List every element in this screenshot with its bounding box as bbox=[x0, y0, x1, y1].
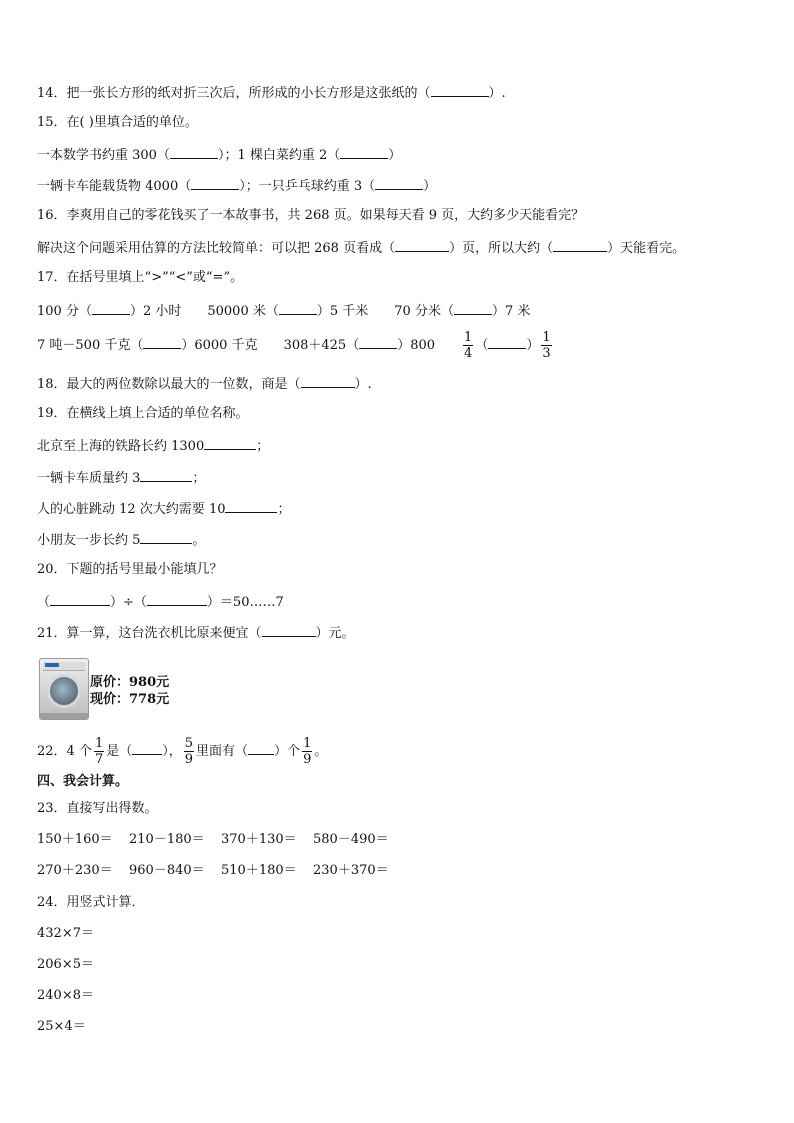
q17-item: ）800 bbox=[397, 338, 436, 353]
question-20-title: 20．下题的括号里最小能填几？ bbox=[37, 562, 223, 577]
q16-c: ）天能看完。 bbox=[607, 241, 686, 256]
fraction: $\frac{1}{7}$ bbox=[94, 736, 104, 767]
q17-paren-close: ） bbox=[526, 338, 540, 353]
calc-item: 230＋370＝ bbox=[313, 863, 389, 878]
q20-a: （ bbox=[37, 595, 51, 610]
question-21 bbox=[37, 622, 355, 644]
q17-item: 100 分（ bbox=[37, 304, 92, 319]
original-price: 原价：980元 bbox=[90, 675, 170, 690]
question-15-line2 bbox=[37, 175, 436, 197]
question-14 bbox=[37, 82, 506, 104]
vertical-calc-item: 240×8＝ bbox=[37, 988, 94, 1003]
q18-text: 18．最大的两位数除以最大的一位数，商是（ bbox=[37, 377, 301, 392]
answer-blank[interactable] bbox=[262, 622, 316, 637]
calc-item: 510＋180＝ bbox=[221, 863, 297, 878]
q20-c: ）＝50……7 bbox=[206, 595, 284, 610]
q17-item: 70 分米（ bbox=[394, 304, 454, 319]
question-23-row2 bbox=[37, 861, 405, 881]
q22-d: 里面有（ bbox=[196, 744, 249, 759]
answer-blank[interactable] bbox=[204, 435, 256, 450]
question-19-line4 bbox=[37, 529, 205, 551]
answer-blank[interactable] bbox=[340, 144, 388, 159]
question-15-title: 15．在( )里填合适的单位。 bbox=[37, 115, 198, 130]
answer-blank[interactable] bbox=[132, 740, 162, 755]
answer-blank[interactable] bbox=[191, 175, 239, 190]
question-16-title: 16．李爽用自己的零花钱买了一本故事书，共 268 页。如果每天看 9 页，大约多少天能看完？ bbox=[37, 208, 585, 223]
fraction: $\frac{5}{9}$ bbox=[184, 736, 194, 767]
q15-l1b: ）；1 棵白菜约重 2（ bbox=[217, 148, 341, 163]
q19-l2e: ； bbox=[192, 471, 206, 486]
fraction: $\frac{1}{9}$ bbox=[303, 736, 312, 767]
answer-blank[interactable] bbox=[301, 373, 355, 388]
q19-l4: 小朋友一步长约 5 bbox=[37, 533, 141, 548]
q16-a: 解决这个问题采用估算的方法比较简单：可以把 268 页看成（ bbox=[37, 241, 396, 256]
vertical-calc-item: 206×5＝ bbox=[37, 957, 94, 972]
question-15-line1 bbox=[37, 144, 401, 166]
q15-l2c: ） bbox=[423, 179, 437, 194]
q16-b: ）页，所以大约（ bbox=[449, 241, 554, 256]
question-22 bbox=[37, 732, 327, 772]
question-19-line3 bbox=[37, 498, 291, 520]
q21-end: ）元。 bbox=[315, 626, 355, 641]
vertical-calc-item: 25×4＝ bbox=[37, 1019, 86, 1034]
q22-b: 是（ bbox=[106, 744, 133, 759]
q14-end: ）. bbox=[488, 86, 506, 101]
question-24-title: 24．用竖式计算． bbox=[37, 895, 145, 910]
q19-l1: 北京至上海的铁路长约 1300 bbox=[37, 439, 205, 454]
q17-item: ）7 米 bbox=[491, 304, 531, 319]
q15-l1c: ） bbox=[388, 148, 402, 163]
answer-blank[interactable] bbox=[143, 334, 181, 349]
question-23-title: 23．直接写出得数。 bbox=[37, 801, 158, 816]
q14-text: 14．把一张长方形的纸对折三次后，所形成的小长方形是这张纸的（ bbox=[37, 86, 431, 101]
answer-blank[interactable] bbox=[92, 300, 130, 315]
q17-item: ）2 小时 bbox=[129, 304, 182, 319]
fraction: $\frac{1}{4}$ bbox=[464, 330, 473, 361]
q19-l2: 一辆卡车质量约 3 bbox=[37, 471, 141, 486]
q19-l1e: ； bbox=[256, 439, 270, 454]
q19-l3: 人的心脏跳动 12 次大约需要 10 bbox=[37, 502, 226, 517]
q17-item: ）5 千米 bbox=[316, 304, 369, 319]
question-18 bbox=[37, 373, 372, 395]
q22-a: 22．4 个 bbox=[37, 744, 92, 759]
q20-b: ）÷（ bbox=[110, 595, 147, 610]
q22-c: ）， bbox=[162, 744, 182, 759]
answer-blank[interactable] bbox=[431, 82, 489, 97]
calc-item: 960－840＝ bbox=[129, 863, 205, 878]
calc-item: 370＋130＝ bbox=[221, 832, 297, 847]
answer-blank[interactable] bbox=[140, 467, 192, 482]
answer-blank[interactable] bbox=[375, 175, 423, 190]
question-23-row1 bbox=[37, 830, 405, 850]
q17-item: 308＋425（ bbox=[283, 338, 360, 353]
answer-blank[interactable] bbox=[170, 144, 218, 159]
section-heading: 四、我会计算。 bbox=[37, 774, 129, 789]
fraction: $\frac{1}{3}$ bbox=[542, 330, 551, 361]
question-20-expr bbox=[37, 591, 284, 613]
washing-machine-icon bbox=[39, 658, 89, 720]
q15-l1a: 一本数学书约重 300（ bbox=[37, 148, 170, 163]
answer-blank[interactable] bbox=[248, 740, 274, 755]
question-19-line2 bbox=[37, 467, 205, 489]
q22-e: ）个 bbox=[274, 744, 301, 759]
answer-blank[interactable] bbox=[279, 300, 317, 315]
q22-g: 。 bbox=[314, 744, 328, 759]
q21-text: 21．算一算，这台洗衣机比原来便宜（ bbox=[37, 626, 262, 641]
q15-l2a: 一辆卡车能载货物 4000（ bbox=[37, 179, 192, 194]
q19-l4e: 。 bbox=[192, 533, 206, 548]
question-19-title: 19．在横线上填上合适的单位名称。 bbox=[37, 406, 249, 421]
question-16-answer bbox=[37, 237, 685, 259]
q17-paren-open: （ bbox=[475, 338, 489, 353]
q17-item: 7 吨－500 千克（ bbox=[37, 338, 144, 353]
answer-blank[interactable] bbox=[225, 498, 277, 513]
vertical-calc-item: 432×7＝ bbox=[37, 926, 94, 941]
answer-blank[interactable] bbox=[488, 334, 526, 349]
question-19-line1 bbox=[37, 435, 269, 457]
current-price: 现价：778元 bbox=[90, 692, 170, 707]
answer-blank[interactable] bbox=[147, 591, 207, 606]
answer-blank[interactable] bbox=[395, 237, 449, 252]
q19-l3e: ； bbox=[277, 502, 291, 517]
question-17-title: 17．在括号里填上“>”“<”或“=”。 bbox=[37, 270, 244, 285]
answer-blank[interactable] bbox=[454, 300, 492, 315]
q17-item: ）6000 千克 bbox=[181, 338, 258, 353]
answer-blank[interactable] bbox=[140, 529, 192, 544]
question-17-row2 bbox=[37, 327, 554, 365]
calc-item: 210－180＝ bbox=[129, 832, 205, 847]
question-17-row1 bbox=[37, 300, 530, 322]
answer-blank[interactable] bbox=[553, 237, 607, 252]
calc-item: 580－490＝ bbox=[313, 832, 389, 847]
answer-blank[interactable] bbox=[359, 334, 397, 349]
q18-end: ）. bbox=[354, 377, 372, 392]
calc-item: 150＋160＝ bbox=[37, 832, 113, 847]
q15-l2b: ）；一只乒乓球约重 3（ bbox=[239, 179, 376, 194]
answer-blank[interactable] bbox=[50, 591, 110, 606]
calc-item: 270＋230＝ bbox=[37, 863, 113, 878]
q17-item: 50000 米（ bbox=[207, 304, 279, 319]
